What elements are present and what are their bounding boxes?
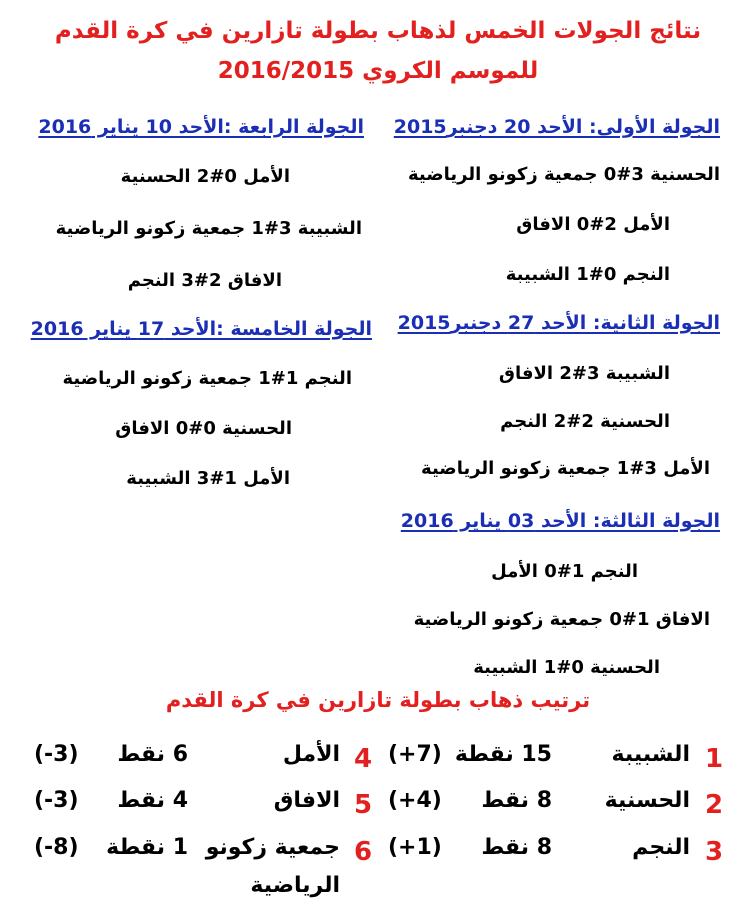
round-3-match-3: الحسنية 0#1 الشبيبة bbox=[473, 657, 660, 678]
round-3-header: الجولة الثالثة: الأحد 03 يناير 2016 bbox=[400, 510, 720, 532]
standings-team-6-line-1: جمعية زكونو bbox=[205, 835, 340, 860]
standings-rank-1: 1 bbox=[705, 744, 724, 774]
standings-team-2: الحسنية bbox=[604, 788, 690, 813]
round-1-match-3: النجم 0#1 الشبيبة bbox=[505, 264, 670, 285]
round-3-match-1: النجم 1#0 الأمل bbox=[491, 561, 638, 582]
round-4-match-1: الأمل 0#2 الحسنية bbox=[120, 166, 290, 187]
round-2-match-3: الأمل 3#1 جمعية زكونو الرياضية bbox=[421, 458, 710, 479]
round-3-match-2: الافاق 1#0 جمعية زكونو الرياضية bbox=[413, 609, 710, 630]
round-4-match-3: الافاق 2#3 النجم bbox=[127, 270, 282, 291]
standings-title: ترتيب ذهاب بطولة تازارين في كرة القدم bbox=[165, 688, 591, 712]
standings-rank-5: 5 bbox=[354, 790, 373, 820]
standings-rank-4: 4 bbox=[354, 744, 373, 774]
standings-diff-5: (-3) bbox=[34, 788, 79, 813]
standings-points-4: 6 نقط bbox=[117, 742, 188, 767]
standings-points-2: 8 نقط bbox=[481, 788, 552, 813]
standings-rank-6: 6 bbox=[354, 837, 373, 867]
round-5-match-2: الحسنية 0#0 الافاق bbox=[115, 418, 292, 439]
round-4-header: الجولة الرابعة :الأحد 10 يناير 2016 bbox=[38, 116, 364, 138]
round-2-header: الجولة الثانية: الأحد 27 دجنبر2015 bbox=[397, 312, 720, 334]
standings-points-5: 4 نقط bbox=[117, 788, 188, 813]
round-1-match-2: الأمل 2#0 الافاق bbox=[516, 214, 670, 235]
standings-diff-4: (-3) bbox=[34, 742, 79, 767]
standings-diff-3: (+1) bbox=[388, 835, 442, 860]
round-4-match-2: الشبيبة 3#1 جمعية زكونو الرياضية bbox=[55, 218, 362, 239]
standings-rank-3: 3 bbox=[705, 837, 724, 867]
standings-team-6-line-2: الرياضية bbox=[250, 873, 340, 898]
standings-team-4: الأمل bbox=[282, 742, 340, 767]
round-2-match-2: الحسنية 2#2 النجم bbox=[500, 411, 670, 432]
round-5-header: الجولة الخامسة :الأحد 17 يناير 2016 bbox=[30, 318, 372, 340]
standings-points-6: 1 نقطة bbox=[106, 835, 188, 860]
round-5-match-1: النجم 1#1 جمعية زكونو الرياضية bbox=[62, 368, 352, 389]
standings-team-3: النجم bbox=[632, 835, 690, 860]
standings-diff-1: (+7) bbox=[388, 742, 442, 767]
standings-points-3: 8 نقط bbox=[481, 835, 552, 860]
round-1-match-1: الحسنية 3#0 جمعية زكونو الرياضية bbox=[408, 164, 720, 185]
standings-diff-2: (+4) bbox=[388, 788, 442, 813]
round-1-header: الجولة الأولى: الأحد 20 دجنبر2015 bbox=[393, 116, 720, 138]
standings-team-1: الشبيبة bbox=[611, 742, 690, 767]
page-subtitle: للموسم الكروي 2016/2015 bbox=[217, 58, 539, 84]
standings-diff-6: (-8) bbox=[34, 835, 79, 860]
standings-rank-2: 2 bbox=[705, 790, 724, 820]
standings-points-1: 15 نقطة bbox=[454, 742, 552, 767]
standings-team-5: الافاق bbox=[273, 788, 340, 813]
round-2-match-1: الشبيبة 3#2 الافاق bbox=[498, 363, 670, 384]
page-title: نتائج الجولات الخمس لذهاب بطولة تازارين في كرة القدم bbox=[54, 18, 702, 44]
round-5-match-3: الأمل 1#3 الشبيبة bbox=[126, 468, 290, 489]
